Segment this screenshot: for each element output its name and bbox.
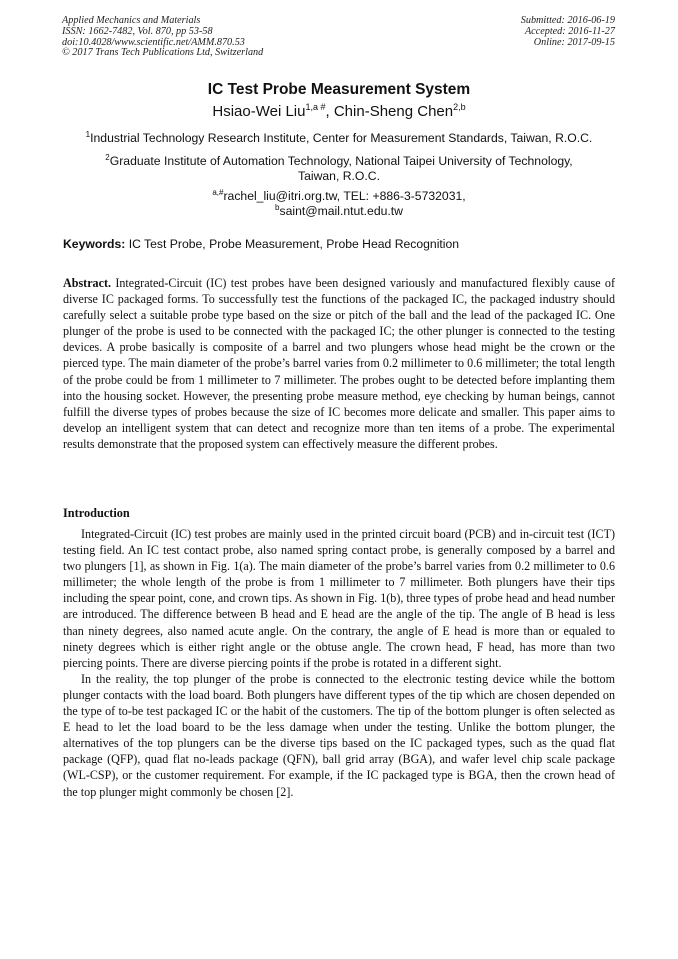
affiliation-2-line-1: Graduate Institute of Automation Technology, National Taipei University of Technology, — [109, 154, 573, 168]
issn-line: ISSN: 1662-7482, Vol. 870, pp 53-58 — [62, 25, 213, 37]
introduction-heading: Introduction — [63, 506, 130, 520]
author-separator: , — [325, 103, 334, 120]
affiliation-1-mark: 1 — [85, 129, 91, 139]
submitted-date: Submitted: 2016-06-19 — [520, 15, 615, 26]
paper-title: IC Test Probe Measurement System — [207, 81, 471, 98]
journal-name: Applied Mechanics and Materials — [62, 15, 201, 26]
online-date: Online: 2017-09-15 — [533, 36, 615, 48]
email-2-text: saint@mail.ntut.edu.tw — [279, 203, 403, 218]
author-1-affiliation-mark: 1,a # — [305, 102, 326, 112]
abstract-text: Integrated-Circuit (IC) test probes have been designed variously and manufactured flexibly cause of diverse IC packaged forms. To successfully test the functions of the packaged IC, the packaged industry should carefully select a suitable probe type based on the size or pitch of the ball and the lead of the packaged IC. One plunger of the probe is used to be connected with the packaged IC; the other plunger is connected to the testing devices. A probe basically is composite of a barrel and two plungers whose head might be the crown or the pierced type. The main diameter of the probe’s barrel varies from 0.2 millimeter to 0.6 millimeter; the total length of the probe could be from 1 millimeter to 7 millimeter. The probes ought to be detected before implanting them into the housing socket. However, the presenting probe measure method, eye checking by human beings, cannot fulfill the diverse types of probes because the size of IC becomes more delicate and smaller. This paper aims to develop an intelligent system that can detect and recognize more than ten items of a probe. The experimental results demonstrate that the proposed system can effectively measure the different probes. — [63, 276, 615, 451]
introduction-paragraph-2: In the reality, the top plunger of the probe is connected to the electronic testing device while the bottom plunger contacts with the load board. Both plungers have different types of the tip which are chosen depended on the type of to-be test packaged IC or the habit of the customers. The tip of the bottom plunger is often selected as E head to let the load board to be the less damage when under the testing. Unlike the bottom plunger, the alternatives of the top plungers can be the diverse tips based on the IC packaged types, such as the quad flat package (QFP), quad flat no-leads package (QFN), ball grid array (BGA), and wafer level chip scale package (WL-CSP), or the customer requirement. For example, if the IC packaged type is BGA, then the crown head of the top plunger might commonly be chosen [2]. — [63, 671, 615, 799]
email-1-text: rachel_liu@itri.org.tw, TEL: +886-3-5732031, — [223, 189, 466, 203]
abstract — [63, 275, 615, 452]
journal-info — [62, 16, 263, 59]
affiliation-2 — [60, 154, 618, 183]
author-list — [0, 103, 678, 120]
affiliation-1 — [60, 131, 618, 146]
submission-dates — [521, 16, 615, 48]
keywords — [63, 237, 618, 251]
affiliation-2-line-2: Taiwan, R.O.C. — [298, 168, 380, 183]
copyright-line: © 2017 Trans Tech Publications Ltd, Switzerland — [62, 47, 264, 59]
author-2-name: Chin-Sheng Chen — [333, 103, 454, 120]
doi-line: doi:10.4028/www.scientific.net/AMM.870.53 — [62, 36, 245, 48]
author-2-affiliation-mark: 2,b — [453, 102, 466, 112]
contact-emails — [60, 189, 618, 218]
accepted-date: Accepted: 2016-11-27 — [524, 25, 615, 37]
affiliation-1-text: Industrial Technology Research Institute, Center for Measurement Standards, Taiwan, R.O.C. — [90, 131, 593, 145]
introduction-body — [63, 526, 615, 800]
introduction-paragraph-1: Integrated-Circuit (IC) test probes are mainly used in the printed circuit board (PCB) and in-circuit test (ICT) testing field. An IC test contact probe, also named spring contact probe, is generally composed by a barrel and two plungers [1], as shown in Fig. 1(a). The main diameter of the probe’s barrel varies from 0.2 millimeter to 0.6 millimeter; the whole length of the probe is from 1 millimeter to 7 millimeter. Both plungers have their tips including the spear point, cone, and crown tips. As shown in Fig. 1(b), three types of probe head and head number are introduced. The difference between B head and E head are the angle of the tip. The angle of B head is less than ninety degrees, also named acute angle. On the contrary, the angle of E head is more than or equaled to ninety degrees which is either right angle or the obtuse angle. The crown head, F head, has more than two piercing points. There are diverse piercing points if the probe is rotated in a different sight. — [63, 527, 615, 670]
affiliation-2-mark: 2 — [105, 152, 110, 162]
keywords-label: Keywords: — [63, 237, 126, 251]
author-1-name: Hsiao-Wei Liu — [212, 103, 306, 120]
abstract-label: Abstract. — [63, 276, 112, 290]
email-1-mark: a,# — [212, 187, 224, 197]
email-2-mark: b — [275, 202, 280, 212]
keywords-text: IC Test Probe, Probe Measurement, Probe Head Recognition — [125, 237, 460, 251]
